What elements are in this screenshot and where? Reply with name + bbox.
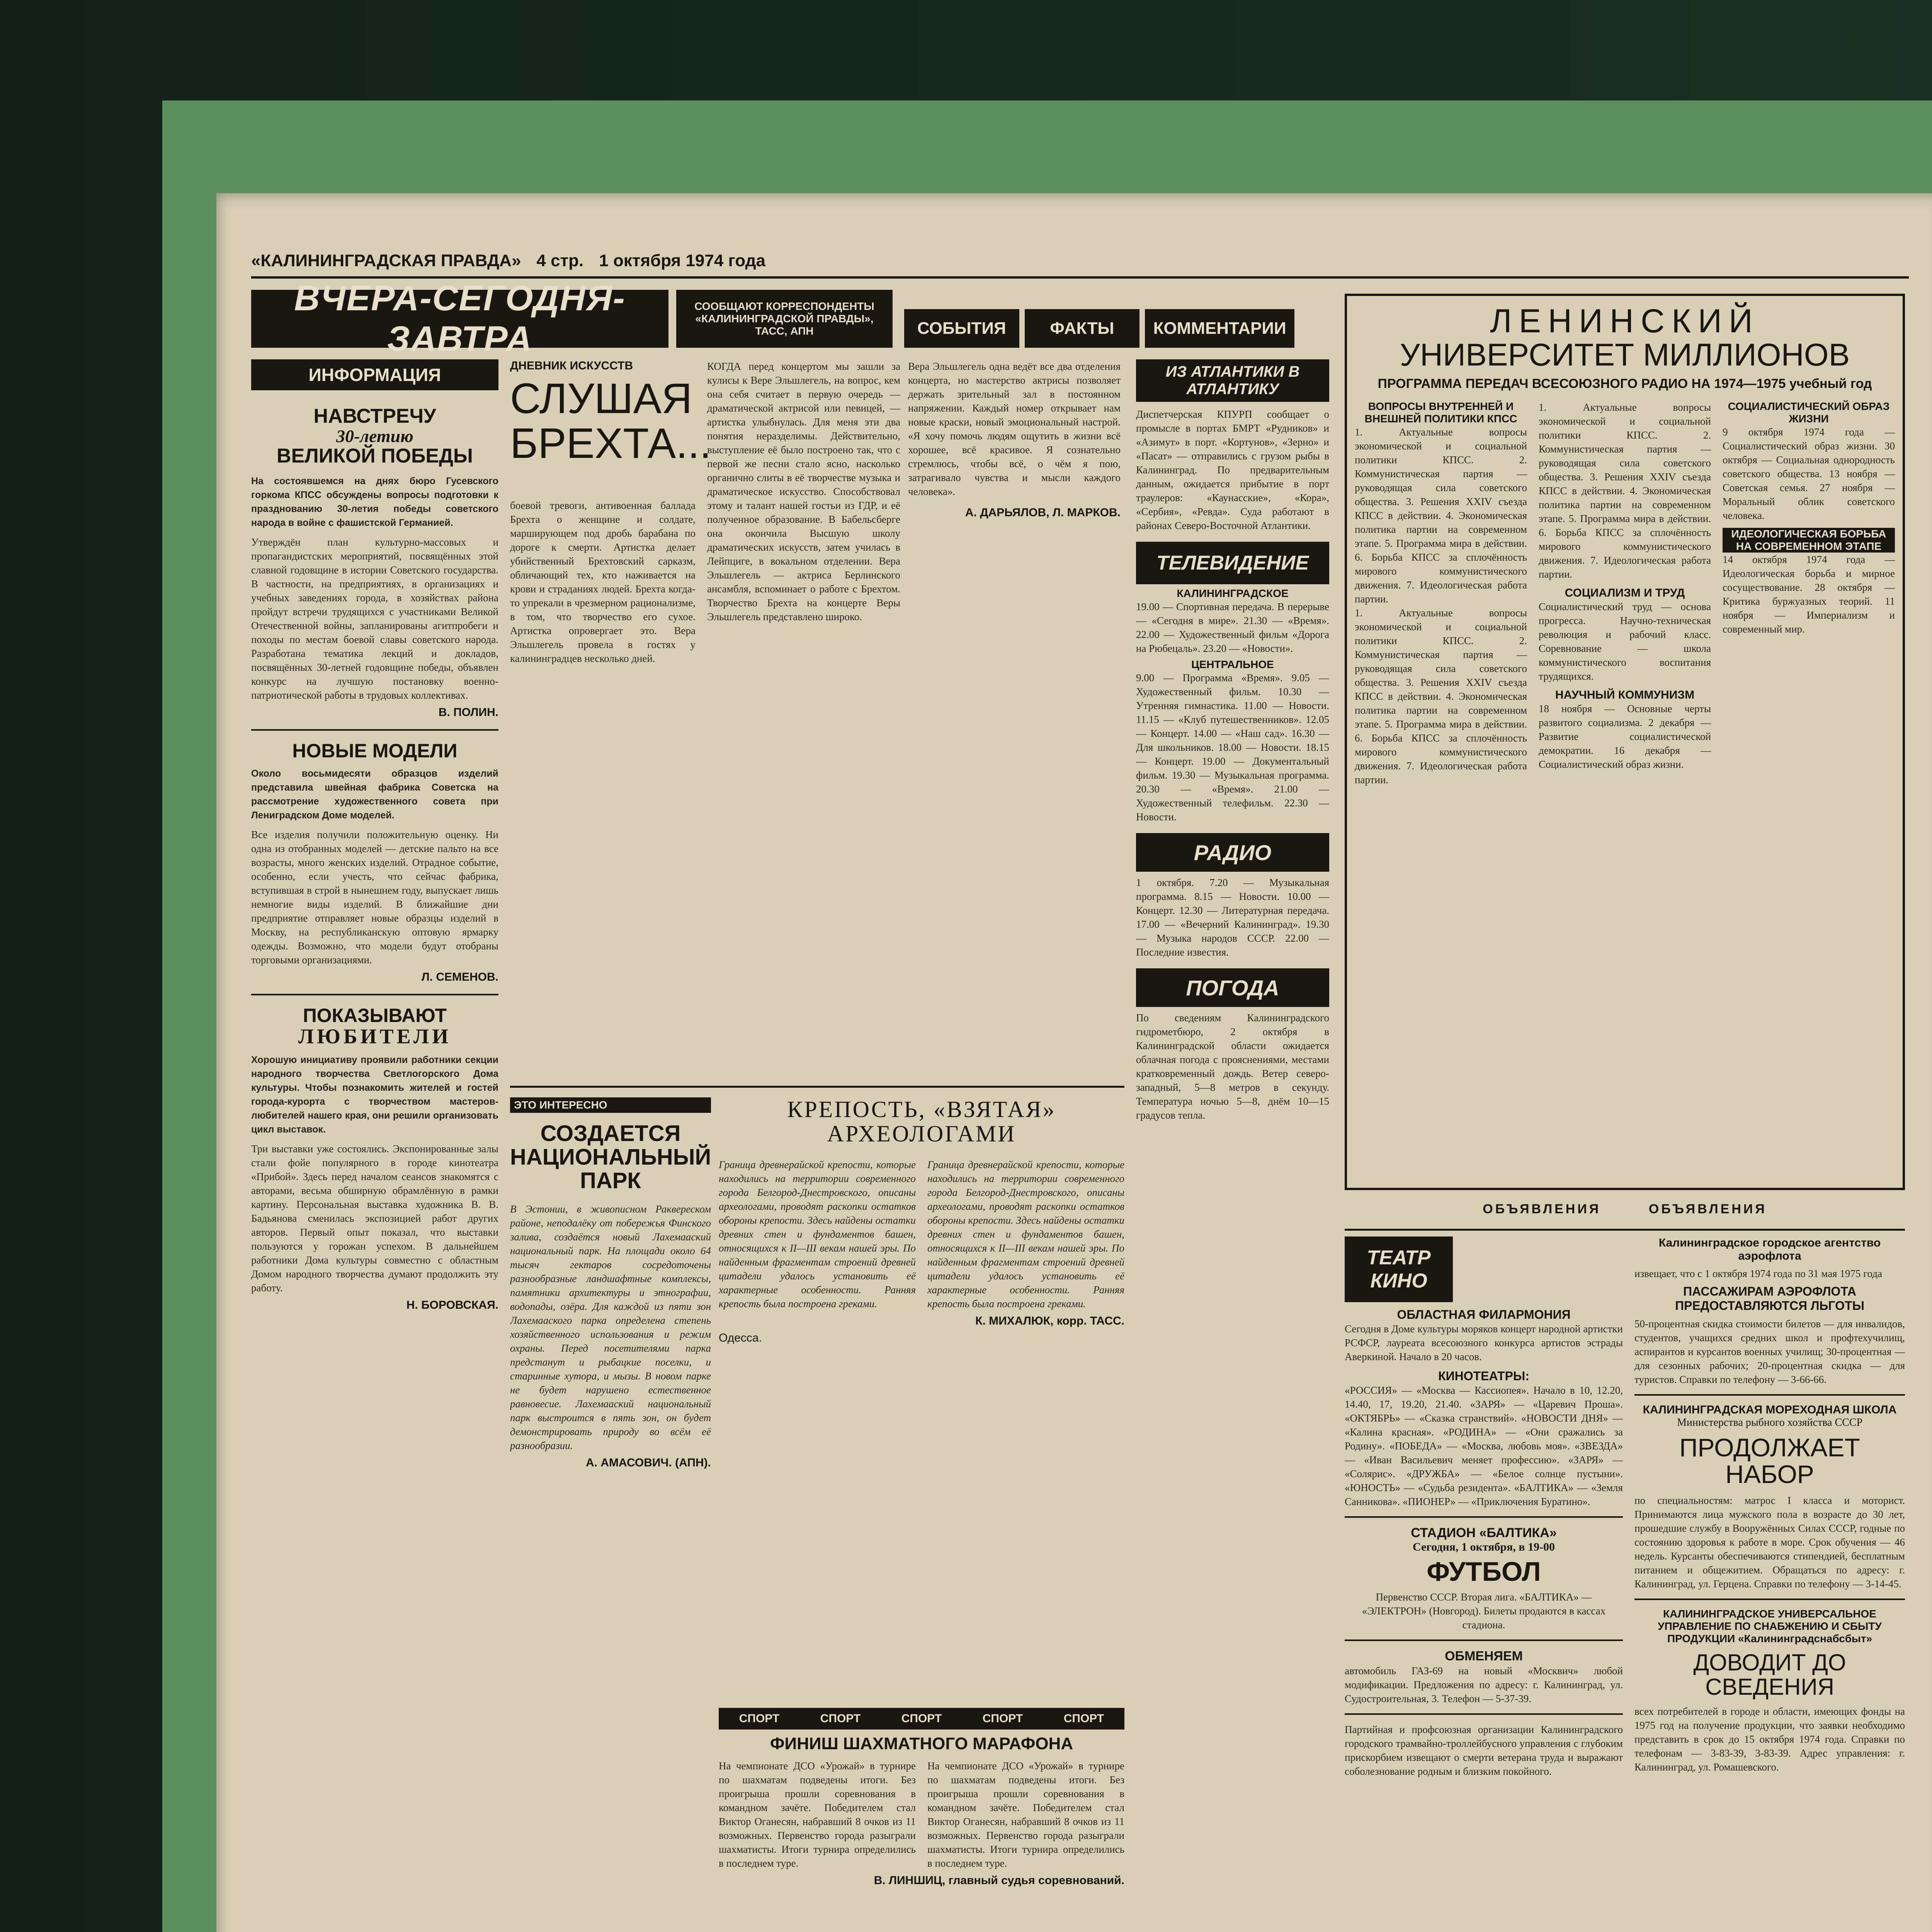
radio-banner: РАДИО	[1136, 833, 1329, 872]
sport-label: СПОРТ	[739, 1712, 780, 1725]
events-facts-banner	[904, 309, 1294, 348]
article-body: Граница древнерайской крепости, которые находились на территории современного города Белгород-Днестровского, описаны археологами, проводят раскопки остатков обороны крепости. Здесь найдены остатки древних стен и фундаментов башен, относящихся к II—III векам нашей эры. По найденным фрагментам строений древней цитадели удалось установить её характерные особенности. Ранняя крепость была построена греками.	[719, 1159, 916, 1310]
university-subtitle: ПРОГРАММА ПЕРЕДАЧ ВСЕСОЮЗНОГО РАДИО НА 1974—1975 учебный год	[1378, 376, 1872, 391]
football-body: Первенство СССР. Вторая лига. «БАЛТИКА» — «ЭЛЕКТРОН» (Новгород). Билеты продаются в кассах стадиона.	[1362, 1591, 1606, 1631]
divider	[1345, 1639, 1623, 1641]
article-title-line2: ЛЮБИТЕЛИ	[298, 1025, 452, 1048]
tv-banner: ТЕЛЕВИДЕНИЕ	[1136, 542, 1329, 584]
university-title: ЛЕНИНСКИЙ	[1490, 303, 1760, 340]
article-body: Утверждён план культурно-массовых и пропагандистских мероприятий, посвящённых этой славной годовщине в истории Советского государства. В частности, на предприятиях, в организациях и учебных заведениях города, в хозяйствах района пройдут встречи трудящихся с участниками Великой Отечественной войны, запланированы агитпробеги и походы по местам боевой славы советского народа. Разработана тематика лекций и докладов, посвящённых 30-летней годовщине победы, объявлен конкурс на лучшую постановку военно-патриотической работы в трудовых коллективах.	[251, 536, 498, 701]
theatre-cinema-banner: ТЕАТР КИНО	[1345, 1236, 1453, 1302]
article-title-line2: 30-летию	[336, 426, 413, 446]
school-title: КАЛИНИНГРАДСКАЯ МОРЕХОДНАЯ ШКОЛА	[1643, 1403, 1897, 1416]
supply-headline: ДОВОДИТ ДО СВЕДЕНИЯ	[1693, 1649, 1846, 1700]
course-section-body: 1. Актуальные вопросы экономической и социальной политики КПСС. 2. Коммунистическая партия — руководящая сила советского общества. 3. Решения XXIV съезда КПСС в действии. 4. Экономическая политика партии на современном этапе. 5. Программа мира в действии. 6. Борьба КПСС за сплочённость мирового коммунистического движения. 7. Идеологическая работа партии.	[1355, 426, 1527, 605]
article-body-continued: Вера Эльшлегель одна ведёт все два отделения концерта, но мастерство актрисы позволяет держать зрительный зал в постоянном напряжении. Каждый номер открывает нам новые краски, новый эмоциональный настрой. «Я хочу помочь людям ощутить в жизни всё хорошее, всё красивое. Я сознательно стремлюсь, чтобы всё, о чём я пою, затрагивало чувства и мысли каждого человека».	[908, 361, 1121, 497]
article-title: СОЗДАЕТСЯ НАЦИОНАЛЬНЫЙ ПАРК	[510, 1121, 711, 1193]
section-banner-yesterday: ВЧЕРА-СЕГОДНЯ-ЗАВТРА	[251, 290, 668, 348]
article-body-continued: боевой тревоги, антивоенная баллада Брехта о женщине и солдате, марширующем под дробь барабана по дороге к смерти. Артистка делает убийственный Брехтовский сарказм, обличающий тех, кто наживается на крови и страданиях людей. Брехта когда-то упрекали в чрезмерном рационализме, в том, что творчество его сухое. Артистка опровергает это. Вера Эльшлегель провела в гостях у калининградцев несколько дней.	[510, 500, 696, 664]
cinemas-title: КИНОТЕАТРЫ:	[1438, 1369, 1529, 1383]
divider	[1345, 1229, 1905, 1231]
article-author: В. ПОЛИН.	[438, 706, 498, 719]
tv-channel: ЦЕНТРАЛЬНОЕ	[1191, 658, 1274, 670]
article-body-continued: Граница древнерайской крепости, которые находились на территории современного города Белгород-Днестровского, описаны археологами, проводят раскопки остатков обороны крепости. Здесь найдены остатки древних стен и фундаментов башен, относящихся к II—III векам нашей эры. По найденным фрагментам строений древней цитадели удалось установить её характерные особенности. Ранняя крепость была построена греками.	[927, 1159, 1124, 1310]
issue-date: 1 октября 1974 года	[599, 251, 765, 270]
obituary: Партийная и профсоюзная организации Калининградского городского трамвайно-троллейбусного управления с глубоким прискорбием извещают о смерти ветерана труда и выражают соболезнование родным и близким покойного.	[1345, 1723, 1623, 1777]
course-section-title: ВОПРОСЫ ВНУТРЕННЕЙ И ВНЕШНЕЙ ПОЛИТИКИ КПСС	[1364, 400, 1517, 425]
sport-label: СПОРТ	[820, 1712, 861, 1725]
article-body: Все изделия получили положительную оценку. Ни одна из отобранных моделей — детские пальто на все возрасты, много женских изделий. Отрадное событие, особенно, если учесть, что сейчас фабрика, вступившая в строй в нынешнем году, выпускает лишь немногие виды изделий. В ближайшие дни предприятие отправляет новые образцы изделий в Москву, на республиканскую оптовую ярмарку одежды. Возможно, что модели будут отобраны торговыми организациями.	[251, 828, 498, 966]
article-author: Л. СЕМЕНОВ.	[421, 970, 498, 983]
supply-body: всех потребителей в городе и области, имеющих фонды на 1975 год на получение продукции, что заявки необходимо представить в срок до 15 октября 1974 года. Справки по телефонам — 3-83-39, 3-83-39. Адрес управления: г. Калининград, ул. Ромашевского.	[1634, 1705, 1905, 1773]
ads-column-right	[1634, 1236, 1905, 1932]
correspondents-banner: СООБЩАЮТ КОРРЕСПОНДЕНТЫ «КАЛИНИНГРАДСКОЙ ПРАВДЫ», ТАСС, АПН	[676, 290, 893, 348]
divider	[1345, 1516, 1623, 1518]
section-information: ИНФОРМАЦИЯ	[251, 359, 498, 390]
ads-label: ОБЪЯВЛЕНИЯ	[1648, 1202, 1767, 1216]
course-section-body: 9 октября 1974 года — Социалистический образ жизни. 30 октября — Социальная однородность советского общества. 13 ноября — Советская семья. 27 ноября — Моральный облик советского человека.	[1723, 426, 1895, 522]
aeroflot-title: Калининградское городское агентство аэрофлота	[1658, 1236, 1881, 1262]
banner-facts: ФАКТЫ	[1025, 309, 1140, 348]
philharmonic-title: ОБЛАСТНАЯ ФИЛАРМОНИЯ	[1397, 1308, 1571, 1321]
article-body: КОГДА перед концертом мы зашли за кулисы к Вере Эльшлегель, на вопрос, кем она себя считает в первую очередь — драматической актрисой или певицей, — артистка улыбнулась. Для меня эти два понятия неразделимы. Действительно, выступление её было построено так, что с первой же песни стало ясно, насколько органично слиты в её творчестве музыка и драматическое искусство. Способствовал этому и талант нашей гостьи из ГДР, и её полученное образование. В Бабельсберге она окончила Высшую школу драматических искусств, затем училась в Лейпциге, в вокальном отделении. Вера Эльшлегель — актриса Берлинского ансамбля, вспоминает о работе с Брехтом. Творчество Брехта на концерте Веры Эльшлегель представлено широко.	[707, 361, 900, 622]
article-title: КРЕПОСТЬ, «ВЗЯТАЯ» АРХЕОЛОГАМИ	[787, 1097, 1056, 1146]
article-body: Диспетчерская КПУРП сообщает о промысле в портах БМРТ «Рудников» и «Азимут» в порт. «Кортунов», «Зерно» и «Пасат» — отправились с грузом рыбы в Калининград. По предварительным данным, ожидается прибытие в порт траулеров: «Каунасские», «Кора», «Сербия», «Ревда». Суда работают в районах Северо-Восточной Атлантики.	[1136, 408, 1329, 531]
column-news-broadcast	[1136, 359, 1329, 1932]
course-section-body: 1. Актуальные вопросы экономической и социальной политики КПСС. 2. Коммунистическая партия — руководящая сила советского общества. 3. Решения XXIV съезда КПСС в действии. 4. Экономическая политика партии на современном этапе. 5. Программа мира в действии. 6. Борьба КПСС за сплочённость мирового коммунистического движения. 7. Идеологическая работа партии.	[1355, 607, 1527, 786]
article-title: ФИНИШ ШАХМАТНОГО МАРАФОНА	[770, 1735, 1073, 1753]
article-title: НАВСТРЕЧУ	[313, 405, 436, 427]
divider	[510, 1086, 1124, 1088]
article-brecht	[510, 359, 900, 1078]
article-fortress	[719, 1097, 1124, 1700]
article-national-park	[510, 1097, 711, 1932]
university-box	[1345, 294, 1905, 1190]
article-author: А. ДАРЬЯЛОВ, Л. МАРКОВ.	[965, 506, 1121, 519]
tv-schedule: 19.00 — Спортивная передача. В перерыве — «Сегодня в мире». 21.30 — «Время». 22.00 — Художественный фильм «Дорога на Рюбецаль». 23.20 — «Новости».	[1136, 601, 1329, 654]
weather-forecast: По сведениям Калининградского гидрометбюро, 2 октября в Калининградской области ожидается облачная погода с прояснениями, местами кратковременный дождь. Ветер северо-западный, 5—8 метров в секунду. Температура ночью 5—8, днём 10—15 градусов тепла.	[1136, 1012, 1329, 1121]
exchange-body: автомобиль ГАЗ-69 на новый «Москвич» любой модификации. Предложения по адресу: г. Калининград, ул. Судостроительная, 3. Телефон — 5-37-39.	[1345, 1665, 1623, 1704]
cinemas-listing: «РОССИЯ» — «Москва — Кассиопея». Начало в 10, 12.20, 14.40, 17, 19.20, 21.40. «ЗАРЯ» — «Царевич Проша». «ОКТЯБРЬ» — «Сказка странствий». «НОВОСТИ ДНЯ» — «Калина красная». «РОДИНА» — «Они сражались за Родину». «ПОБЕДА» — «Москва, любовь моя». «ЗВЕЗДА» — «Иван Васильевич меняет профессию». «ЗАРЯ» — «Солярис». «ДРУЖБА» — «Белое солнце пустыни». «ЮНОСТЬ» — «Судьба резидента». «БАЛТИКА» — «Земля Санникова». «ПИОНЕР» — «Приключения Буратино».	[1345, 1384, 1623, 1507]
divider	[251, 994, 498, 995]
article-author: Н. БОРОВСКАЯ.	[406, 1299, 498, 1312]
article-body-continued: На чемпионате ДСО «Урожай» в турнире по шахматам подведены итоги. Без проигрыша прошли соревнования в командном зачёте. Победителем стал Виктор Оганесян, набравший 8 очков из 11 возможных. Первенство города разыграли шахматисты. Итоги турнира определились в последнем туре.	[927, 1760, 1124, 1869]
article-title: НОВЫЕ МОДЕЛИ	[292, 740, 457, 762]
paper-name: «КАЛИНИНГРАДСКАЯ ПРАВДА»	[251, 251, 521, 270]
exchange-title: ОБМЕНЯЕМ	[1445, 1648, 1523, 1663]
school-headline: ПРОДОЛЖАЕТ НАБОР	[1679, 1433, 1860, 1489]
column-information	[251, 359, 498, 1932]
course-section-body: 1. Актуальные вопросы экономической и социальной политики КПСС. 2. Коммунистическая партия — руководящая сила советского общества. 3. Решения XXIV съезда КПСС в действии. 4. Экономическая политика партии на современном этапе. 5. Программа мира в действии. 6. Борьба КПСС за сплочённость мирового коммунистического движения. 7. Идеологическая работа партии.	[1539, 401, 1711, 580]
weather-banner: ПОГОДА	[1136, 968, 1329, 1007]
course-section-title: ИДЕОЛОГИЧЕСКАЯ БОРЬБА НА СОВРЕМЕННОМ ЭТАПЕ	[1723, 528, 1895, 553]
aeroflot-headline: ПАССАЖИРАМ АЭРОФЛОТА ПРЕДОСТАВЛЯЮТСЯ ЛЬГОТЫ	[1675, 1284, 1864, 1313]
philharmonic-body: Сегодня в Доме культуры моряков концерт народной артистки РСФСР, лауреата всесоюзного конкурса артистов эстрады Аверкиной. Начало в 20 часов.	[1345, 1323, 1623, 1362]
page-number: 4 стр.	[536, 251, 584, 270]
article-title: ПОКАЗЫВАЮТ	[303, 1004, 447, 1026]
article-title-line3: ВЕЛИКОЙ ПОБЕДЫ	[277, 444, 473, 467]
masthead	[251, 247, 1905, 274]
article-chess	[719, 1735, 1124, 1932]
school-body: по специальностям: матрос I класса и моторист. Принимаются лица мужского пола в возрасте до 30 лет, прошедшие службу в Вооружённых Силах СССР, годные по состоянию здоровья к работе в море. Срок обучения — 46 недель. Курсанты обеспечиваются стипендией, бесплатным питанием и общежитием. Обращаться по адресу: г. Калининград, ул. Герцена. Справки по телефону — 3-14-45.	[1634, 1494, 1905, 1590]
course-section-title: СОЦИАЛИЗМ И ТРУД	[1565, 587, 1685, 600]
divider	[1345, 1713, 1623, 1715]
article-author: В. ЛИНШИЦ, главный судья соревнований.	[874, 1874, 1124, 1887]
sport-label: СПОРТ	[901, 1712, 942, 1725]
ads-label: ОБЪЯВЛЕНИЯ	[1483, 1202, 1601, 1216]
atlantic-banner: ИЗ АТЛАНТИКИ В АТЛАНТИКУ	[1136, 359, 1329, 402]
sport-label: СПОРТ	[982, 1712, 1023, 1725]
banner-events: СОБЫТИЯ	[904, 309, 1019, 348]
stadium-date: Сегодня, 1 октября, в 19-00	[1412, 1541, 1555, 1553]
divider	[1634, 1599, 1905, 1600]
sport-label: СПОРТ	[1063, 1712, 1104, 1725]
article-lead: На состоявшемся на днях бюро Гусевского горкома КПСС обсуждены вопросы подготовки к празднованию 30-летия победы советского народа в войне с фашистской Германией.	[251, 476, 498, 529]
university-title-line2: УНИВЕРСИТЕТ МИЛЛИОНОВ	[1400, 337, 1850, 373]
course-section-body: 14 октября 1974 года — Идеологическая борьба и мирное сосуществование. 28 октября — Критика буржуазных теорий. 11 ноября — Империализм и современный мир.	[1723, 554, 1895, 635]
article-body: Три выставки уже состоялись. Экспонированные залы стали фойе популярного в городе кинотеатра «Прибой». Здесь перед началом сеансов знакомятся с авторами, весьма обширную обрамлённую в рамки картину. Персональная выставка художника В. В. Бадьянова сменилась экспозицией работ других авторов. Первый опыт показал, что выставки пользуются у горожан успехом. В дальнейшем работники Дома культуры совместно с областным Домом народного творчества думают продолжить эту работу.	[251, 1143, 498, 1294]
course-section-body: Социалистический труд — основа прогресса. Научно-техническая революция и рабочий класс. Соревнование — школа коммунистического воспитания трудящихся.	[1539, 601, 1711, 682]
article-body: В Эстонии, в живописном Раквереском районе, неподалёку от побережья Финского залива, создаётся новый Лахемааский национальный парк. На площади около 64 тысяч гектаров сосредоточены разнообразные ландшафтные комплексы, памятники архитектуры и этнографии, водопады, озёра. Для каждой из пяти зон Лахемааского парка определена степень хозяйственного использования и режим охраны. Перед посетителями парка предстанут и рыбацкие поселки, и старинные хутора, и мызы. В новом парке не будет нарушено естественное равновесие. Лахемааский национальный парк выстроится в пять зон, он будет демонстрировать природу во всём её разнообразии.	[510, 1203, 711, 1451]
article-body: На чемпионате ДСО «Урожай» в турнире по шахматам подведены итоги. Без проигрыша прошли соревнования в командном зачёте. Победителем стал Виктор Оганесян, набравший 8 очков из 11 возможных. Первенство города разыграли шахматисты. Итоги турнира определились в последнем туре.	[719, 1760, 916, 1869]
section-label: ЭТО ИНТЕРЕСНО	[510, 1097, 711, 1113]
radio-schedule: 1 октября. 7.20 — Музыкальная программа. 8.15 — Новости. 10.00 — Концерт. 12.30 — Литературная передача. 17.00 — «Вечерний Калининград». 19.30 — Музыка народов СССР. 22.00 — Последние известия.	[1136, 877, 1329, 958]
article-author: К. МИХАЛЮК, корр. ТАСС.	[975, 1315, 1124, 1327]
article-brecht-continued	[908, 359, 1121, 1078]
aeroflot-body: 50-процентная скидка стоимости билетов — для инвалидов, студентов, учащихся средних школ и профтехучилищ, аспирантов и курсантов военных училищ; 30-процентная — для сезонных рабочих; 20-процентная скидка — для туристов. Справки по телефону — 3-66-66.	[1634, 1318, 1905, 1385]
tv-channel: КАЛИНИНГРАДСКОЕ	[1177, 587, 1289, 599]
aeroflot-lead: извещает, что с 1 октября 1974 года по 31 мая 1975 года	[1634, 1268, 1882, 1279]
article-lead: Хорошую инициативу проявили работники секции народного творчества Светлогорского Дома культуры. Чтобы познакомить жителей и гостей города-курорта с творчеством мастеров-любителей нашего края, они решили организовать цикл выставок.	[251, 1054, 498, 1135]
ads-column-left	[1345, 1236, 1623, 1932]
article-title: СЛУШАЯ БРЕХТА...	[510, 375, 711, 467]
divider	[251, 729, 498, 731]
sport-bar	[719, 1708, 1124, 1730]
article-lead: Около восьмидесяти образцов изделий представила швейная фабрика Советска на рассмотрение художественного совета при Лениградском Доме моделей.	[251, 768, 498, 821]
football-title: ФУТБОЛ	[1427, 1556, 1541, 1587]
course-section-body: 18 ноября — Основные черты развитого социализма. 2 декабря — Развитие социалистической демократии. 16 декабря — Социалистический образ жизни.	[1539, 703, 1711, 770]
newspaper-page	[216, 193, 1932, 1932]
course-section-title: НАУЧНЫЙ КОММУНИЗМ	[1555, 689, 1695, 702]
article-author: А. АМАСОВИЧ. (АПН).	[586, 1456, 711, 1469]
article-city: Одесса.	[719, 1332, 762, 1344]
ads-header	[1345, 1202, 1905, 1221]
banner-comments: КОММЕНТАРИИ	[1145, 309, 1294, 348]
divider	[1634, 1394, 1905, 1396]
school-subtitle: Министерства рыбного хозяйства СССР	[1677, 1417, 1863, 1429]
course-section-title: СОЦИАЛИСТИЧЕСКИЙ ОБРАЗ ЖИЗНИ	[1728, 400, 1890, 425]
stadium-title: СТАДИОН «БАЛТИКА»	[1411, 1526, 1557, 1540]
supply-title: КАЛИНИНГРАДСКОЕ УНИВЕРСАЛЬНОЕ УПРАВЛЕНИЕ ПО СНАБЖЕНИЮ И СБЫТУ ПРОДУКЦИИ «Калининградснабсбыт»	[1658, 1607, 1882, 1645]
tv-schedule: 9.00 — Программа «Время». 9.05 — Художественный фильм. 10.30 — Утренняя гимнастика. 11.00 — Новости. 11.15 — «Клуб путешественников». 12.05 — Концерт. 14.00 — «Наш сад». 16.30 — Для школьников. 18.00 — Новости. 18.15 — Концерт. 19.00 — Документальный фильм. 19.30 — Музыкальная программа. 20.30 — «Время». 21.00 — Художественный телефильм. 22.30 — Новости.	[1136, 672, 1329, 823]
section-label: ДНЕВНИК ИСКУССТВ	[510, 359, 633, 372]
